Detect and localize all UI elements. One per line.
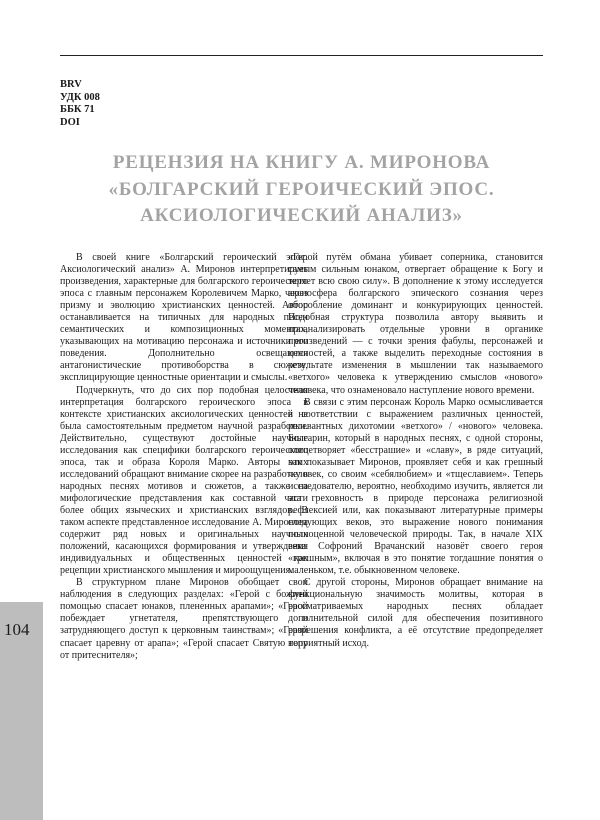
- paragraph: В своей книге «Болгарский героический эпос. Аксиологический анализ» А. Миронов интерпретирует произведения, характерные для болгарского героического эпоса с главным персонажем Королевичем Марко, через призму и эволюцию христианских ценностей. Автор останавливается на типичных для народных песен семантических и композиционных моментах, указывающих на мотивацию персонажа и источники его поведения. Дополнительно освещаются антагонистические противоборства в сюжете, эксплицирующие ценностные ориентации и смыслы.: [60, 252, 308, 384]
- title-line-1: РЕЦЕНЗИЯ НА КНИГУ А. МИРОНОВА: [112, 152, 491, 173]
- title-line-2: «БОЛГАРСКИЙ ГЕРОИЧЕСКИЙ ЭПОС.: [108, 178, 495, 200]
- doi-label: DOI: [60, 116, 80, 128]
- paragraph: С другой стороны, Миронов обращает внимание на функциональную значимость молитвы, которая в рассматриваемых народных песнях обладает дополнительной силой для обеспечения позитивного разрешения конфликта, а её отсутствие предопределяет неприятный исход.: [288, 577, 543, 649]
- paragraph: Подчеркнуть, что до сих пор подобная целостная интерпретация болгарского героического эпоса в контексте христианских аксиологических ценностей не была самостоятельным предметом научной разработки. Действительно, существуют достойные научные исследования как специфики болгарского героического эпоса, так и образа Короля Марко. Авторы этих исследований обращают внимание скорее на разработку в народных песнях мотивов и сюжетов, а также на мифологические представления как составной части более общих языческих и христианских взглядов. В таком аспекте представленное исследование А. Миронова содержит ряд новых и оригинальных научных положений, касающихся формирования и утверждения индивидуальных и общественных ценностей как рецепции христианского мышления и мироощущения.: [60, 384, 308, 577]
- right-column: [288, 252, 543, 650]
- header-rule: [60, 55, 543, 56]
- bbk-label: ББК 71: [60, 104, 95, 115]
- metadata-block: [60, 79, 100, 129]
- paragraph: «Герой путём обмана убивает соперника, становится самым сильным юнаком, отвергает обращение к Богу и теряет всю свою силу». В дополнение к этому исследуется аксиосфера болгарского эпического сознания через обособление доминант и конкурирующих ценностей. Подобная структура позволила автору выявить и проанализировать отдельные уровни в органике произведений — с точки зрения фабулы, персонажей и ценностей, а также выделить переходные состояния в результате изменения в мышлении так называемого «ветхого» человека к утверждению смыслов «нового» человека, что ознаменовало наступление нового времени.: [288, 252, 543, 396]
- article-title: [60, 150, 543, 230]
- title-line-3: АКСИОЛОГИЧЕСКИЙ АНАЛИЗ»: [140, 205, 463, 226]
- brv-label: BRV: [60, 79, 82, 90]
- paragraph: В связи с этим персонаж Король Марко осмысливается в соответствии с выражением различных ценностей, релевантных дихотомии «ветхого» / «нового» человека. Болгарин, который в народных песнях, с одной стороны, олицетворяет «бесстрашие» и «славу», в ряде ситуаций, как показывает Миронов, проявляет себя и как грешный человек, со своим «себялюбием» и «тщеславием». Теперь исследователю, вероятно, необходимо изучить, является ли эта греховность в природе персонажа религиозной рефлексией или, как показывают литературные примеры следующих веков, это выражение нового понимания полноценной человеческой природы. Так, в начале XIX века Софроний Врачанский назовёт своего героя «грешным», включая в это понятие тогдашние понятия о маленьком, т.е. обыкновенном человеке.: [288, 396, 543, 577]
- paragraph: В структурном плане Миронов обобщает свои наблюдения в следующих разделах: «Герой с божией помощью спасает юнаков, плене́нных арапами»; «Герой побеждает угнетателя, препятствующего и затрудняющего доступ к церковным таинствам»; «Герой спасает царевну от арапа»; «Герой спасает Святую гору от притеснителя»;: [60, 577, 308, 661]
- left-column: [60, 252, 308, 662]
- page-number: 104: [4, 620, 30, 639]
- udk-label: УДК 008: [60, 91, 100, 103]
